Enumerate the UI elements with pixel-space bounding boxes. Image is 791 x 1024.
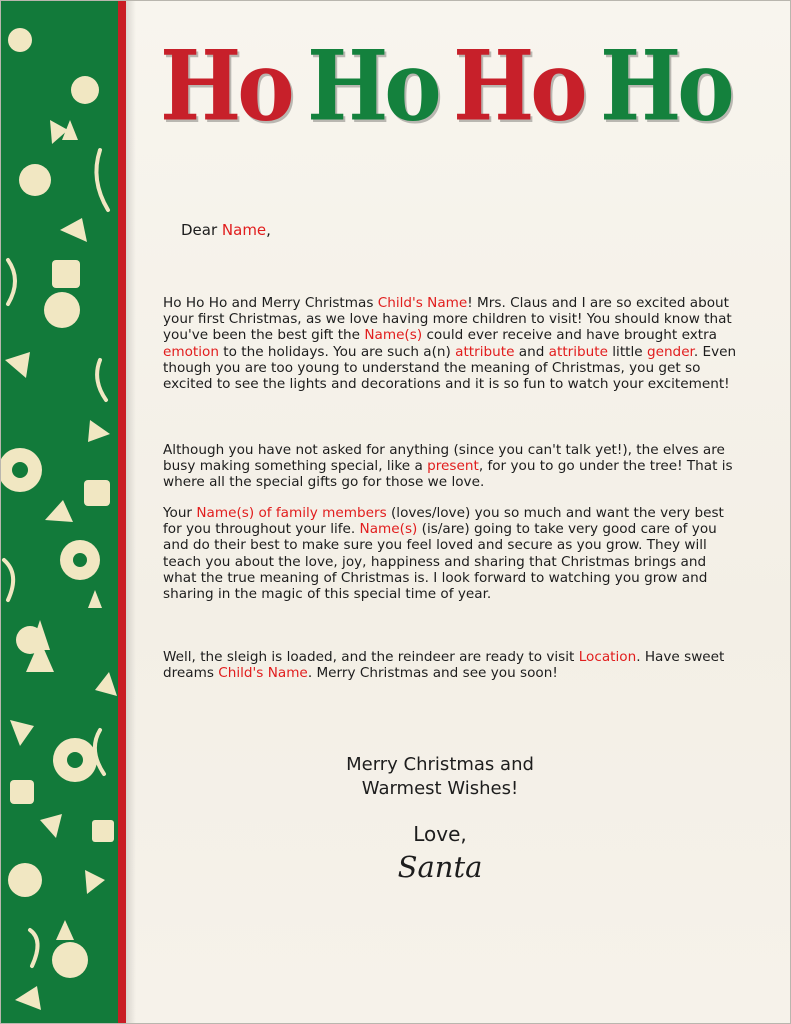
fill-in-emotion: emotion — [163, 343, 219, 360]
paragraph-1 — [163, 295, 738, 392]
p3-text-2: (loves/love) you so much and want the very best for you throughout your life. — [163, 505, 724, 538]
fill-in-family-members: Name(s) of family members — [196, 505, 387, 521]
greeting-line — [181, 222, 271, 238]
headline-word-3: Ho — [453, 30, 584, 144]
p1-text-7: . Even though you are too young to understand the meaning of Christmas, you get so excited to see the lights and decorations and it is so fun to watch your excitement! — [163, 343, 737, 393]
fill-in-present: present — [427, 458, 479, 475]
paragraph-4 — [163, 649, 738, 681]
p1-text-5: and — [514, 343, 549, 360]
p4-text-1: Well, the sleigh is loaded, and the reindeer are ready to visit — [163, 649, 579, 665]
p4-text-3: . Merry Christmas and see you soon! — [307, 665, 558, 682]
paragraph-2 — [163, 442, 738, 491]
closing-line-1: Merry Christmas and — [346, 754, 534, 775]
p4-text-2: . Have sweet dreams — [163, 649, 725, 682]
fill-in-childs-name-2: Child's Name — [218, 665, 308, 682]
p3-text-1: Your — [163, 505, 197, 521]
p1-text-2: ! Mrs. Claus and I are so excited about your first Christmas, as we love having more children to visit! You should know that you've been the best gift the — [163, 295, 732, 344]
fill-in-attribute-1: attribute — [455, 343, 515, 360]
greeting-suffix: , — [266, 221, 271, 239]
christmas-pattern-border — [0, 0, 118, 1024]
p1-text-1: Ho Ho Ho and Merry Christmas — [163, 295, 378, 311]
headline-word-1: Ho — [160, 30, 291, 144]
headline-word-4: Ho — [600, 30, 731, 144]
p2-text-2: , for you to go under the tree! That is where all the special gifts go for those we love. — [163, 458, 733, 491]
closing-love: Love, — [413, 822, 467, 846]
fill-in-names-2: Name(s) — [359, 521, 418, 538]
closing-line-2: Warmest Wishes! — [361, 778, 519, 799]
ornament-pattern-icon — [0, 0, 118, 1024]
p2-text-1: Although you have not asked for anything (since you can't talk yet!), the elves are busy making something special, like a — [163, 442, 725, 475]
fill-in-name: Name — [221, 221, 267, 239]
p1-text-6: little — [607, 343, 647, 360]
headline-word-2: Ho — [307, 30, 438, 144]
fill-in-childs-name: Child's Name — [377, 295, 468, 311]
santa-signature: Santa — [397, 850, 483, 884]
fill-in-attribute-2: attribute — [548, 343, 608, 360]
fill-in-names: Name(s) — [364, 327, 423, 344]
fill-in-location: Location — [578, 649, 637, 665]
fill-in-gender: gender — [646, 343, 694, 360]
p3-text-3: (is/are) going to take very good care of you and do their best to make sure you feel loved and secure as you grow. They will teach you about the love, joy, happiness and sharing that Christmas brings and what the true meaning of Christmas is. I look forward to watching you grow and sharing in the magic of this special time of year. — [163, 521, 717, 603]
p1-text-3: could ever receive and have brought extra — [422, 327, 717, 344]
paragraph-3 — [163, 505, 738, 602]
p1-text-4: to the holidays. You are such a(n) — [218, 343, 456, 360]
red-border-strip — [118, 0, 126, 1024]
border-shadow — [126, 0, 136, 1024]
greeting-prefix: Dear — [181, 221, 222, 239]
